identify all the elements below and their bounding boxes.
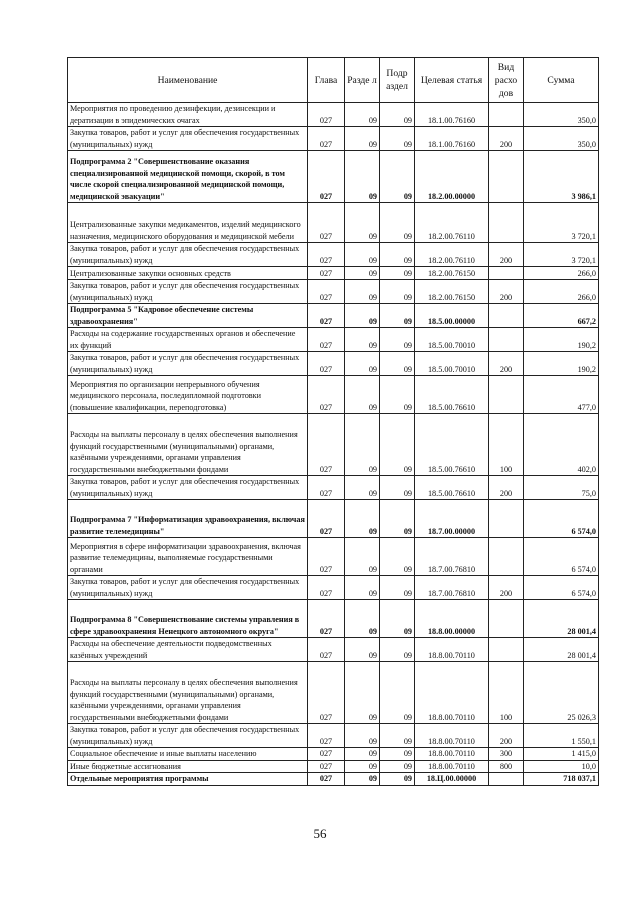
row-chapter: 027	[308, 103, 345, 127]
row-target-article: 18.2.00.00000	[415, 151, 489, 203]
row-chapter: 027	[308, 724, 345, 748]
row-name: Закупка товаров, работ и услуг для обеспечения государственных (муниципальных) нужд	[68, 352, 308, 376]
row-subsection: 09	[380, 748, 415, 761]
row-sum: 6 574,0	[524, 500, 599, 538]
row-target-article: 18.2.00.76150	[415, 280, 489, 304]
table-row	[68, 203, 599, 243]
row-sum: 3 986,1	[524, 151, 599, 203]
page-number: 56	[313, 826, 327, 841]
row-section: 09	[345, 127, 380, 151]
row-name: Закупка товаров, работ и услуг для обеспечения государственных (муниципальных) нужд	[68, 576, 308, 600]
row-chapter: 027	[308, 500, 345, 538]
row-subsection: 09	[380, 414, 415, 476]
row-subsection: 09	[380, 376, 415, 414]
row-sum: 75,0	[524, 476, 599, 500]
row-sum: 350,0	[524, 127, 599, 151]
row-target-article: 18.1.00.76160	[415, 127, 489, 151]
row-expense-kind: 100	[489, 662, 524, 724]
row-chapter: 027	[308, 576, 345, 600]
row-name: Закупка товаров, работ и услуг для обеспечения государственных (муниципальных) нужд	[68, 724, 308, 748]
row-section: 09	[345, 724, 380, 748]
row-expense-kind: 100	[489, 414, 524, 476]
row-name: Расходы на обеспечение деятельности подведомственных казённых учреждений	[68, 638, 308, 662]
row-subsection: 09	[380, 662, 415, 724]
row-target-article: 18.5.00.00000	[415, 304, 489, 328]
row-name: Социальное обеспечение и иные выплаты населению	[68, 748, 308, 761]
row-chapter: 027	[308, 476, 345, 500]
budget-table	[67, 57, 599, 786]
row-section: 09	[345, 267, 380, 280]
row-chapter: 027	[308, 151, 345, 203]
row-chapter: 027	[308, 328, 345, 352]
row-expense-kind	[489, 151, 524, 203]
row-section: 09	[345, 414, 380, 476]
row-chapter: 027	[308, 773, 345, 786]
row-section: 09	[345, 662, 380, 724]
table-row	[68, 352, 599, 376]
row-expense-kind: 300	[489, 748, 524, 761]
row-expense-kind	[489, 600, 524, 638]
row-section: 09	[345, 600, 380, 638]
row-subsection: 09	[380, 500, 415, 538]
row-sum: 3 720,1	[524, 203, 599, 243]
row-name: Закупка товаров, работ и услуг для обеспечения государственных (муниципальных) нужд	[68, 127, 308, 151]
row-section: 09	[345, 103, 380, 127]
row-expense-kind	[489, 267, 524, 280]
row-expense-kind	[489, 538, 524, 576]
header-name: Наименование	[68, 58, 308, 103]
table-header-row	[68, 58, 599, 103]
row-chapter: 027	[308, 414, 345, 476]
row-target-article: 18.8.00.70110	[415, 760, 489, 773]
row-chapter: 027	[308, 600, 345, 638]
row-expense-kind	[489, 203, 524, 243]
row-chapter: 027	[308, 304, 345, 328]
row-subsection: 09	[380, 203, 415, 243]
row-sum: 3 720,1	[524, 243, 599, 267]
table-row	[68, 724, 599, 748]
row-subsection: 09	[380, 760, 415, 773]
row-chapter: 027	[308, 243, 345, 267]
row-target-article: 18.5.00.76610	[415, 376, 489, 414]
row-target-article: 18.5.00.70010	[415, 328, 489, 352]
row-name: Закупка товаров, работ и услуг для обеспечения государственных (муниципальных) нужд	[68, 280, 308, 304]
row-sum: 350,0	[524, 103, 599, 127]
row-target-article: 18.2.00.76110	[415, 203, 489, 243]
row-expense-kind: 800	[489, 760, 524, 773]
table-row	[68, 328, 599, 352]
row-name: Подпрограмма 5 "Кадровое обеспечение системы здравоохранения"	[68, 304, 308, 328]
header-target: Целевая статья	[415, 58, 489, 103]
row-subsection: 09	[380, 267, 415, 280]
table-row	[68, 151, 599, 203]
row-subsection: 09	[380, 127, 415, 151]
row-sum: 266,0	[524, 280, 599, 304]
row-target-article: 18.8.00.00000	[415, 600, 489, 638]
table-row	[68, 500, 599, 538]
row-chapter: 027	[308, 538, 345, 576]
table-row	[68, 600, 599, 638]
row-section: 09	[345, 280, 380, 304]
row-subsection: 09	[380, 476, 415, 500]
row-expense-kind: 200	[489, 476, 524, 500]
row-target-article: 18.2.00.76150	[415, 267, 489, 280]
row-name: Централизованные закупки медикаментов, изделий медицинского назначения, медицинского оборудования и медицинской мебели	[68, 203, 308, 243]
row-sum: 190,2	[524, 352, 599, 376]
row-chapter: 027	[308, 376, 345, 414]
row-section: 09	[345, 760, 380, 773]
row-expense-kind: 200	[489, 127, 524, 151]
row-sum: 718 037,1	[524, 773, 599, 786]
row-chapter: 027	[308, 203, 345, 243]
row-name: Закупка товаров, работ и услуг для обеспечения государственных (муниципальных) нужд	[68, 476, 308, 500]
row-sum: 190,2	[524, 328, 599, 352]
row-subsection: 09	[380, 724, 415, 748]
row-section: 09	[345, 376, 380, 414]
header-kind: Вид расхо дов	[489, 58, 524, 103]
table-row	[68, 748, 599, 761]
row-section: 09	[345, 638, 380, 662]
row-expense-kind: 200	[489, 724, 524, 748]
row-expense-kind: 200	[489, 280, 524, 304]
row-expense-kind	[489, 103, 524, 127]
row-chapter: 027	[308, 662, 345, 724]
row-expense-kind	[489, 638, 524, 662]
row-subsection: 09	[380, 352, 415, 376]
row-name: Мероприятия по организации непрерывного обучения медицинского персонала, последипломной подготовки (повышение квалификации, переподготовка)	[68, 376, 308, 414]
row-target-article: 18.Ц.00.00000	[415, 773, 489, 786]
row-subsection: 09	[380, 304, 415, 328]
table-row	[68, 103, 599, 127]
row-chapter: 027	[308, 280, 345, 304]
header-sum: Сумма	[524, 58, 599, 103]
row-section: 09	[345, 328, 380, 352]
row-section: 09	[345, 151, 380, 203]
row-subsection: 09	[380, 280, 415, 304]
row-name: Расходы на выплаты персоналу в целях обеспечения выполнения функций государственными (муниципальными) органами, казёнными учреждениями, органами управления государственными внебюджетными фондами	[68, 662, 308, 724]
row-section: 09	[345, 748, 380, 761]
row-expense-kind	[489, 376, 524, 414]
row-target-article: 18.5.00.76610	[415, 414, 489, 476]
row-expense-kind	[489, 773, 524, 786]
row-chapter: 027	[308, 267, 345, 280]
table-row	[68, 304, 599, 328]
row-name: Иные бюджетные ассигнования	[68, 760, 308, 773]
table-row	[68, 267, 599, 280]
row-name: Подпрограмма 2 "Совершенствование оказания специализированной медицинской помощи, скорой, в том числе скорой специализированной медицинской помощи, медицинской эвакуации"	[68, 151, 308, 203]
row-name: Расходы на содержание государственных органов и обеспечение их функций	[68, 328, 308, 352]
row-subsection: 09	[380, 576, 415, 600]
row-subsection: 09	[380, 600, 415, 638]
row-expense-kind: 200	[489, 576, 524, 600]
row-name: Расходы на выплаты персоналу в целях обеспечения выполнения функций государственными (муниципальными) органами, казёнными учреждениями, органами управления государственными внебюджетными фондами	[68, 414, 308, 476]
row-subsection: 09	[380, 328, 415, 352]
row-name: Подпрограмма 8 "Совершенствование системы управления в сфере здравоохранения Ненецкого автономного округа"	[68, 600, 308, 638]
table-row	[68, 760, 599, 773]
row-subsection: 09	[380, 151, 415, 203]
row-expense-kind	[489, 328, 524, 352]
row-sum: 477,0	[524, 376, 599, 414]
row-expense-kind	[489, 304, 524, 328]
row-sum: 6 574,0	[524, 538, 599, 576]
row-sum: 266,0	[524, 267, 599, 280]
row-subsection: 09	[380, 103, 415, 127]
row-target-article: 18.5.00.70010	[415, 352, 489, 376]
row-expense-kind	[489, 500, 524, 538]
table-body	[68, 103, 599, 786]
table-row	[68, 576, 599, 600]
table-row	[68, 476, 599, 500]
header-subsection: Подр аздел	[380, 58, 415, 103]
row-sum: 1 415,0	[524, 748, 599, 761]
row-sum: 10,0	[524, 760, 599, 773]
table-row	[68, 127, 599, 151]
table-row	[68, 638, 599, 662]
row-target-article: 18.1.00.76160	[415, 103, 489, 127]
row-section: 09	[345, 476, 380, 500]
header-chapter: Глава	[308, 58, 345, 103]
row-sum: 402,0	[524, 414, 599, 476]
row-target-article: 18.8.00.70110	[415, 724, 489, 748]
row-subsection: 09	[380, 243, 415, 267]
row-target-article: 18.8.00.70110	[415, 662, 489, 724]
row-section: 09	[345, 773, 380, 786]
row-sum: 667,2	[524, 304, 599, 328]
row-section: 09	[345, 304, 380, 328]
row-name: Мероприятия по проведению дезинфекции, дезинсекции и дератизации в эпидемических очагах	[68, 103, 308, 127]
row-target-article: 18.5.00.76610	[415, 476, 489, 500]
table-row	[68, 773, 599, 786]
row-sum: 1 550,1	[524, 724, 599, 748]
row-chapter: 027	[308, 760, 345, 773]
row-sum: 28 001,4	[524, 638, 599, 662]
row-target-article: 18.8.00.70110	[415, 638, 489, 662]
row-subsection: 09	[380, 638, 415, 662]
header-section: Разде л	[345, 58, 380, 103]
row-name: Мероприятия в сфере информатизации здравоохранения, включая развитие телемедицины, выполняемые государственными органами	[68, 538, 308, 576]
table-row	[68, 414, 599, 476]
row-chapter: 027	[308, 352, 345, 376]
row-name: Подпрограмма 7 "Информатизация здравоохранения, включая развитие телемедицины"	[68, 500, 308, 538]
row-subsection: 09	[380, 773, 415, 786]
row-section: 09	[345, 538, 380, 576]
row-sum: 28 001,4	[524, 600, 599, 638]
row-sum: 25 026,3	[524, 662, 599, 724]
row-section: 09	[345, 203, 380, 243]
row-chapter: 027	[308, 638, 345, 662]
row-section: 09	[345, 352, 380, 376]
table-row	[68, 280, 599, 304]
row-name: Отдельные мероприятия программы	[68, 773, 308, 786]
row-chapter: 027	[308, 127, 345, 151]
table-row	[68, 243, 599, 267]
row-subsection: 09	[380, 538, 415, 576]
table-row	[68, 538, 599, 576]
table-row	[68, 662, 599, 724]
row-chapter: 027	[308, 748, 345, 761]
table-row	[68, 376, 599, 414]
row-section: 09	[345, 576, 380, 600]
row-target-article: 18.2.00.76110	[415, 243, 489, 267]
row-expense-kind: 200	[489, 352, 524, 376]
row-section: 09	[345, 500, 380, 538]
row-target-article: 18.7.00.76810	[415, 538, 489, 576]
row-sum: 6 574,0	[524, 576, 599, 600]
row-target-article: 18.8.00.70110	[415, 748, 489, 761]
row-target-article: 18.7.00.76810	[415, 576, 489, 600]
row-name: Закупка товаров, работ и услуг для обеспечения государственных (муниципальных) нужд	[68, 243, 308, 267]
row-target-article: 18.7.00.00000	[415, 500, 489, 538]
row-section: 09	[345, 243, 380, 267]
row-name: Централизованные закупки основных средств	[68, 267, 308, 280]
row-expense-kind: 200	[489, 243, 524, 267]
